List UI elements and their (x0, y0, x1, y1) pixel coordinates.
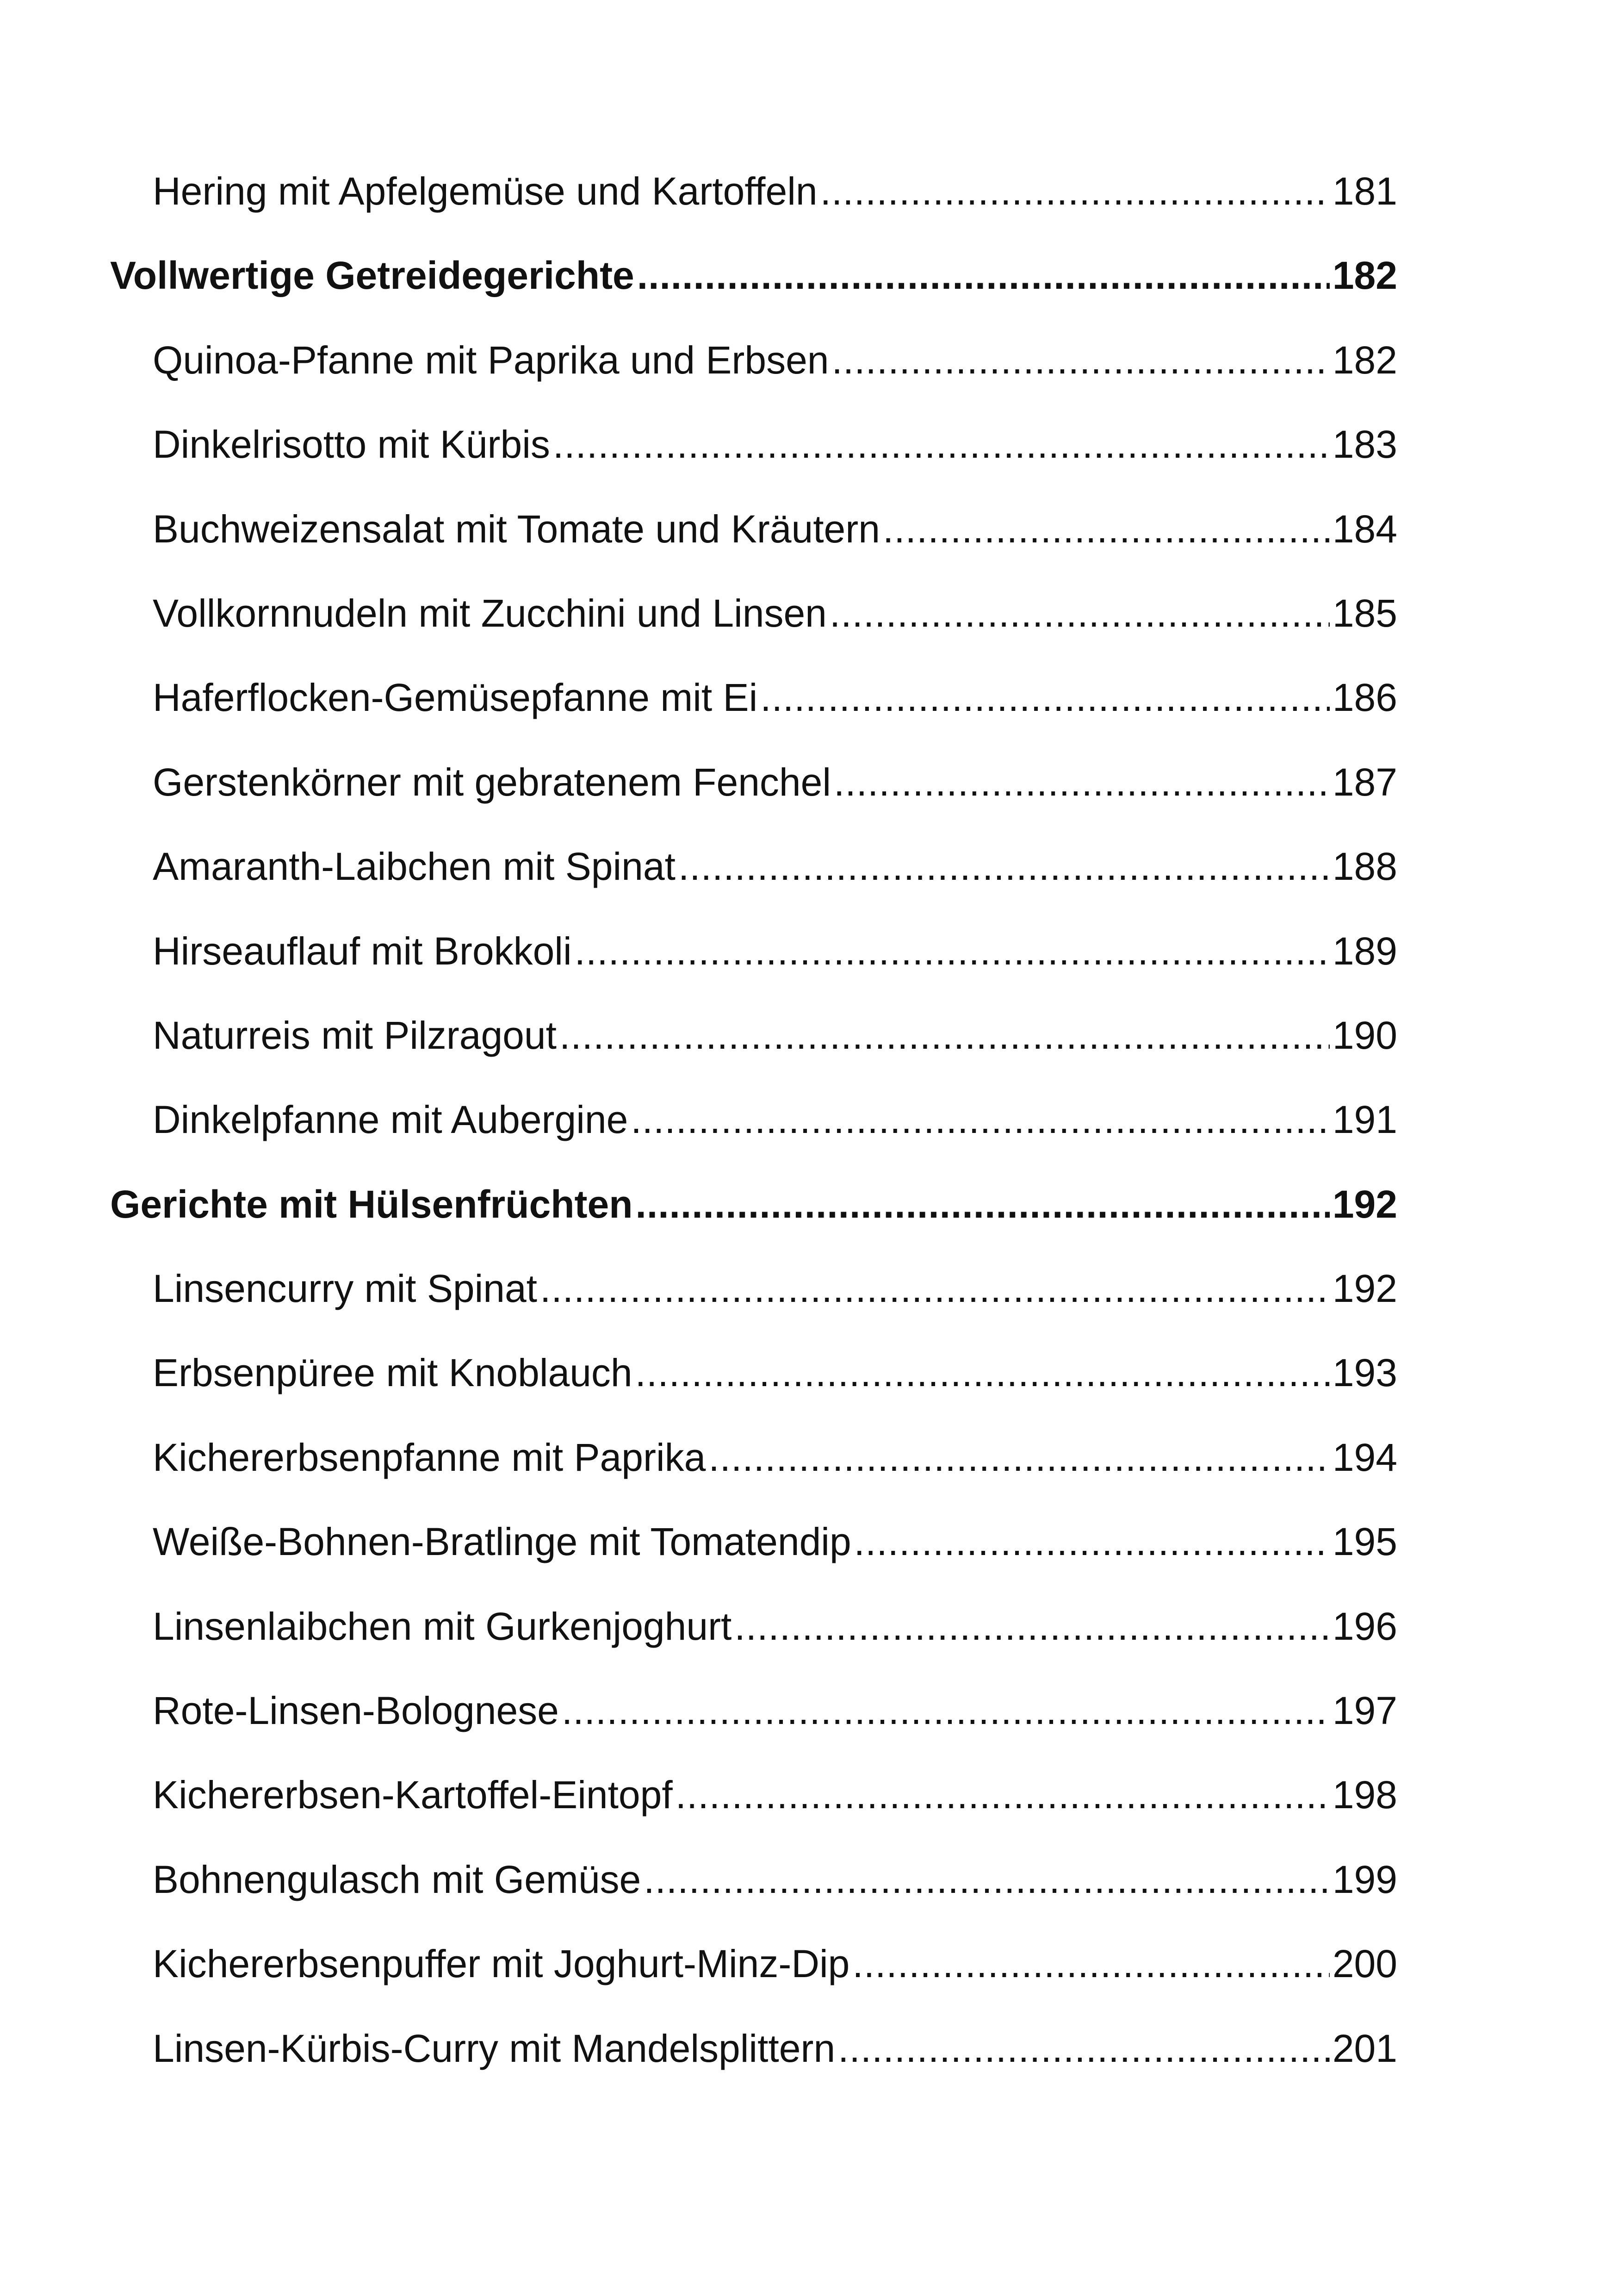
toc-entry-title: Dinkelpfanne mit Aubergine (153, 1098, 628, 1142)
toc-entry-page: 199 (1332, 1857, 1397, 1901)
toc-entry-page: 183 (1332, 423, 1397, 467)
dot-leader (883, 487, 1330, 571)
toc-entry[interactable] (110, 487, 1397, 571)
toc-entry-title: Gerstenkörner mit gebratenem Fenchel (153, 760, 831, 804)
toc-entry[interactable] (110, 571, 1397, 655)
toc-entry-page: 186 (1332, 676, 1397, 720)
dot-leader (575, 909, 1330, 993)
dot-leader (631, 1077, 1330, 1162)
toc-entry[interactable] (110, 1500, 1397, 1584)
dot-leader (540, 1246, 1330, 1331)
toc-entry[interactable] (110, 1837, 1397, 1922)
toc-entry-page: 188 (1332, 845, 1397, 889)
toc-entry-page: 185 (1332, 591, 1397, 635)
dot-leader (832, 318, 1330, 402)
dot-leader (559, 993, 1330, 1077)
toc-entry-page: 181 (1332, 169, 1397, 213)
dot-leader (635, 1331, 1330, 1415)
dot-leader (678, 824, 1330, 908)
toc-entry[interactable] (110, 1246, 1397, 1331)
toc-entry-title: Naturreis mit Pilzragout (153, 1013, 557, 1057)
toc-entry-title: Quinoa-Pfanne mit Paprika und Erbsen (153, 338, 829, 382)
toc-entry-page: 192 (1332, 1267, 1397, 1311)
toc-entry-page: 200 (1332, 1942, 1397, 1986)
toc-entry[interactable] (110, 1331, 1397, 1415)
toc-entry-title: Haferflocken-Gemüsepfanne mit Ei (153, 676, 758, 720)
dot-leader (644, 1837, 1330, 1922)
toc-entry-page: 193 (1332, 1351, 1397, 1395)
dot-leader (637, 233, 1330, 317)
toc-entry-page: 194 (1332, 1435, 1397, 1479)
toc-section-heading[interactable] (110, 233, 1397, 317)
toc-entry-page: 195 (1332, 1520, 1397, 1564)
toc-entry[interactable] (110, 402, 1397, 486)
toc-entry-page: 189 (1332, 929, 1397, 973)
toc-entry[interactable] (110, 740, 1397, 824)
table-of-contents (110, 149, 1397, 2091)
dot-leader (760, 655, 1330, 740)
toc-entry-page: 196 (1332, 1604, 1397, 1648)
toc-entry[interactable] (110, 1584, 1397, 1668)
toc-entry[interactable] (110, 1922, 1397, 2006)
toc-entry[interactable] (110, 149, 1397, 233)
toc-entry[interactable] (110, 655, 1397, 740)
dot-leader (636, 1162, 1330, 1246)
dot-leader (838, 2006, 1330, 2091)
toc-entry-page: 182 (1332, 338, 1397, 382)
toc-entry[interactable] (110, 1415, 1397, 1500)
toc-section-page: 182 (1332, 254, 1397, 298)
toc-entry-title: Erbsenpüree mit Knoblauch (153, 1351, 632, 1395)
toc-entry-title: Kichererbsenpfanne mit Paprika (153, 1435, 706, 1479)
dot-leader (820, 149, 1330, 233)
toc-section-page: 192 (1332, 1182, 1397, 1226)
dot-leader (854, 1500, 1330, 1584)
toc-entry-title: Rote-Linsen-Bolognese (153, 1689, 559, 1733)
toc-section-title: Gerichte mit Hülsenfrüchten (110, 1182, 633, 1226)
toc-entry-title: Kichererbsenpuffer mit Joghurt-Minz-Dip (153, 1942, 850, 1986)
dot-leader (553, 402, 1330, 486)
toc-entry[interactable] (110, 1077, 1397, 1162)
toc-section-heading[interactable] (110, 1162, 1397, 1246)
toc-entry-page: 184 (1332, 507, 1397, 551)
toc-entry-title: Amaranth-Laibchen mit Spinat (153, 845, 676, 889)
toc-entry-title: Hering mit Apfelgemüse und Kartoffeln (153, 169, 818, 213)
dot-leader (830, 571, 1330, 655)
toc-entry-title: Vollkornnudeln mit Zucchini und Linsen (153, 591, 827, 635)
toc-entry-title: Buchweizensalat mit Tomate und Kräutern (153, 507, 880, 551)
toc-entry[interactable] (110, 2006, 1397, 2091)
toc-entry[interactable] (110, 909, 1397, 993)
toc-entry-title: Linsen-Kürbis-Curry mit Mandelsplittern (153, 2026, 836, 2070)
toc-entry-page: 190 (1332, 1013, 1397, 1057)
toc-entry-page: 198 (1332, 1773, 1397, 1817)
toc-entry-page: 191 (1332, 1098, 1397, 1142)
dot-leader (708, 1415, 1330, 1500)
toc-entry-title: Kichererbsen-Kartoffel-Eintopf (153, 1773, 673, 1817)
toc-entry[interactable] (110, 1668, 1397, 1753)
toc-entry[interactable] (110, 824, 1397, 908)
toc-entry[interactable] (110, 318, 1397, 402)
toc-entry-page: 187 (1332, 760, 1397, 804)
dot-leader (676, 1753, 1330, 1837)
toc-entry-title: Hirseauflauf mit Brokkoli (153, 929, 572, 973)
toc-entry[interactable] (110, 1753, 1397, 1837)
dot-leader (834, 740, 1330, 824)
toc-section-title: Vollwertige Getreidegerichte (110, 254, 634, 298)
toc-entry-title: Weiße-Bohnen-Bratlinge mit Tomatendip (153, 1520, 851, 1564)
dot-leader (852, 1922, 1329, 2006)
toc-entry-title: Bohnengulasch mit Gemüse (153, 1857, 641, 1901)
toc-entry-title: Dinkelrisotto mit Kürbis (153, 423, 550, 467)
dot-leader (734, 1584, 1329, 1668)
dot-leader (562, 1668, 1330, 1753)
toc-entry-page: 197 (1332, 1689, 1397, 1733)
toc-entry-title: Linsenlaibchen mit Gurkenjoghurt (153, 1604, 732, 1648)
toc-entry[interactable] (110, 993, 1397, 1077)
toc-entry-page: 201 (1332, 2026, 1397, 2070)
toc-entry-title: Linsencurry mit Spinat (153, 1267, 538, 1311)
